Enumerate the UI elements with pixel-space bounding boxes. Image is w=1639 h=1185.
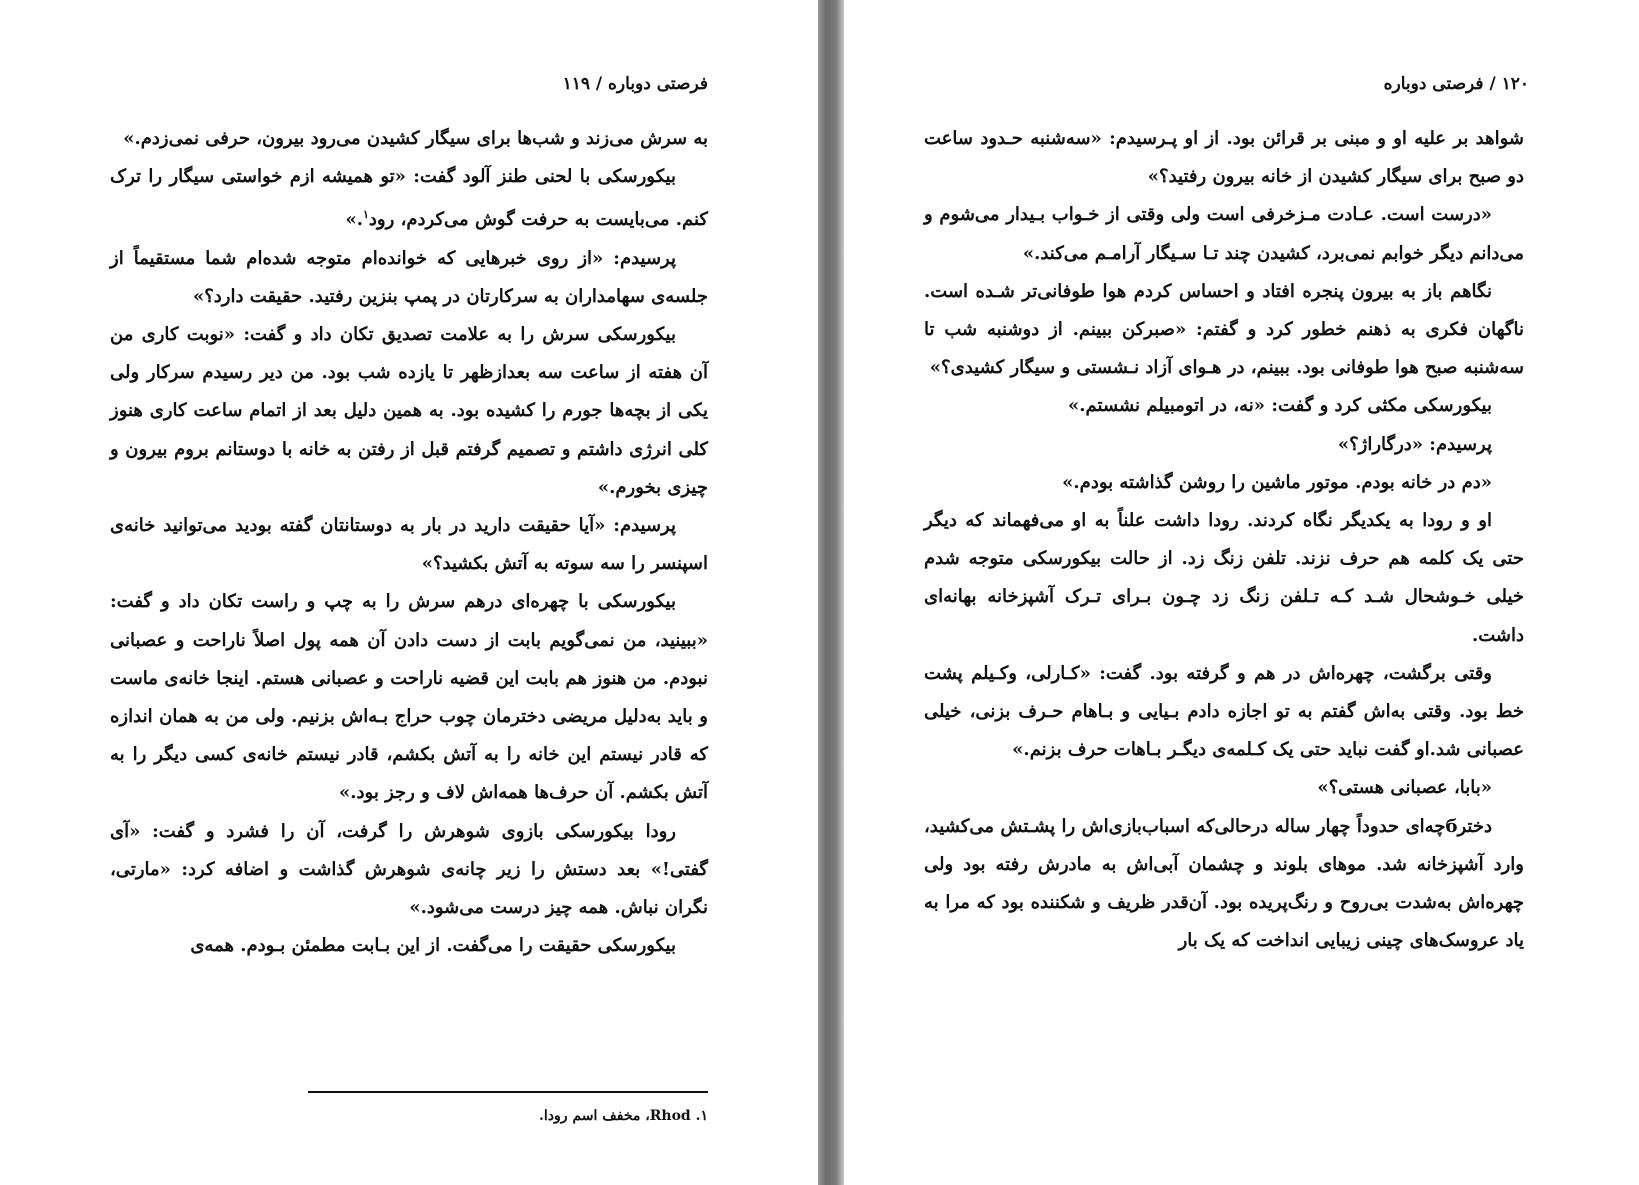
paragraph: پرسیدم: «آیا حقیقت دارید در بار به دوستانتان گفته بودید می‌توانید خانه‌ی اسپنسر را سه سوته به آتش بکشید؟» — [110, 515, 708, 575]
footnote: ۱. Rhod، مخفف اسم رودا. — [539, 1108, 708, 1124]
right-page — [844, 0, 1639, 1185]
paragraph: وقتی برگشت، چهره‌اش در هم و گرفته بود. گفت: «کـارلی، وکـیلم پشت خط بود. وقتی به‌اش گفتم به تو اجازه دادم بـیایی و بـاهام حـرف بزنی، خیلی عصبانی شد.او گفت نباید حتی یک کـلمه‌ی دیگـر بـاهات حرف بزنم.» — [924, 662, 1524, 761]
paragraph: رودا بیکورسکی بازوی شوهرش را گرفت، آن را فشرد و گفت: «آی گفتی!» بعد دستش را زیر چانه‌ی شوهرش گذاشت و اضافه کرد: «مارتی، نگران نباش. همه چیز درست می‌شود.» — [110, 820, 708, 919]
paragraph: نگاهم باز به بیرون پنجره افتاد و احساس کردم هوا طوفانی‌تر شـده است. ناگهان فکری به ذهنم خطور کرد و گفتم: «صبرکن ببینم. از دوشنبه شب تا سه‌شنبه صبح هوا طوفانی بود. ببینم، در هـوای آزاد نـشستی و سیگار کشیدی؟» — [924, 280, 1524, 379]
paragraph-tail: .» — [345, 209, 363, 231]
paragraph: بیکورسکی با چهره‌ای درهم سرش را به چپ و راست تکان داد و گفت: «ببینید، من نمی‌گویم بابت از دست دادن آن همه پول اصلاً ناراحت و عصبانی نبودم. من هنوز هم بابت این قضیه ناراحت و عصبانی هستم. اینجا خانه‌ی ماست و باید به‌دلیل مریضی دخترمان چوب حراج بـه‌اش بزنیم. ولی من به همان اندازه که قادر نیستم این خانه را به آتش بکشم، قادر نیستم خانه‌ی کسی دیگر را به آتش بکشم. آن حرف‌ها همه‌اش لاف و رجز بود.» — [110, 591, 708, 804]
paragraph-text: بیکورسکی با لحنی طنز آلود گفت: «تو همیشه ازم خواستی سیگار را ترک کنم. می‌بایست به حرفت گوش می‌کردم، رود — [110, 166, 708, 231]
body-text-right — [924, 120, 1524, 960]
paragraph: به سرش می‌زند و شب‌ها برای سیگار کشیدن می‌رود بیرون، حرفی نمی‌زدم.» — [123, 128, 708, 149]
book-gutter — [818, 0, 844, 1185]
paragraph: «دم در خانه بودم. موتور ماشین را روشن گذاشته بودم.» — [1062, 471, 1492, 493]
running-head-right: ۱۲۰ / فرصتی دوباره — [1383, 74, 1529, 94]
paragraph: «بابا، عصبانی هستی؟» — [1317, 777, 1492, 799]
paragraph: پرسیدم: «درگاراژ؟» — [1337, 433, 1492, 455]
paragraph: بیکورسکی سرش را به علامت تصدیق تکان داد و گفت: «نوبت کاری من آن هفته از ساعت سه بعدازظهر تا یازده شب بود. من دیر رسیدم سرکار ولی یکی از بچه‌ها جورم را کشیده بود. به همین دلیل بعد از اتمام ساعت کاری هنوز کلی انرژی داشتم و تصمیم گرفتم قبل از رفتن به خانه با دوستانم بروم بیرون و چیزی بخورم.» — [110, 324, 708, 498]
left-page — [0, 0, 818, 1185]
paragraph: او و رودا به یکدیگر نگاه کردند. رودا داشت علناً به او می‌فهماند که دیگر حتی یک کلمه هم حرف نزند. تلفن زنگ زد. از حالت بیکورسکی متوجه شدم خیلی خـوشحال شـد کـه تـلفن زنگ زد چـون بـرای تـرک آشپزخانه بهانه‌ای داشت. — [924, 510, 1524, 646]
paragraph: بیکورسکی مکثی کرد و گفت: «نه، در اتومبیلم نشستم.» — [1068, 395, 1492, 417]
paragraph: بیکورسکی حقیقت را می‌گفت. از این بـابت مطمئن بـودم. همه‌ی — [190, 935, 676, 957]
footnote-rule — [308, 1091, 708, 1093]
paragraph: دخترбچه‌ای حدوداً چهار ساله درحالی‌که اسباب‌بازی‌اش را پشـتش می‌کشید، وارد آشپزخانه شد. موهای بلوند و چشمان آبی‌اش به مادرش رفته بود ولی چهره‌اش به‌شدت بی‌روح و رنگ‌پریده بود. آن‌قدر ظریف و شکننده بود که مرا به یاد عروسک‌های چینی زیبایی انداخت که یک بار — [924, 815, 1524, 952]
paragraph: پرسیدم: «از روی خبرهایی که خوانده‌ام متوجه شده‌ام شما مستقیماً از جلسه‌ی سهامداران به سرکارتان در پمپ بنزین رفتید. حقیقت دارد؟» — [110, 247, 708, 307]
paragraph: «درست است. عـادت مـزخرفی است ولی وقتی از خـواب بـیدار می‌شوم و می‌دانم دیگر خوابم نمی‌برد، کشیدن چند تـا سـیگار آرامـم می‌کند.» — [924, 204, 1524, 264]
footnote-marker: ۱ — [362, 208, 369, 222]
paragraph: شواهد بر علیه او و مبنی بر قرائن بود. از او پـرسیدم: «سه‌شنبه حـدود ساعت دو صبح برای سیگار کشیدن از خانه بیرون رفتید؟» — [924, 128, 1524, 188]
body-text-left — [110, 120, 708, 965]
paragraph — [110, 158, 708, 239]
running-head-left: فرصتی دوباره / ۱۱۹ — [562, 74, 708, 94]
